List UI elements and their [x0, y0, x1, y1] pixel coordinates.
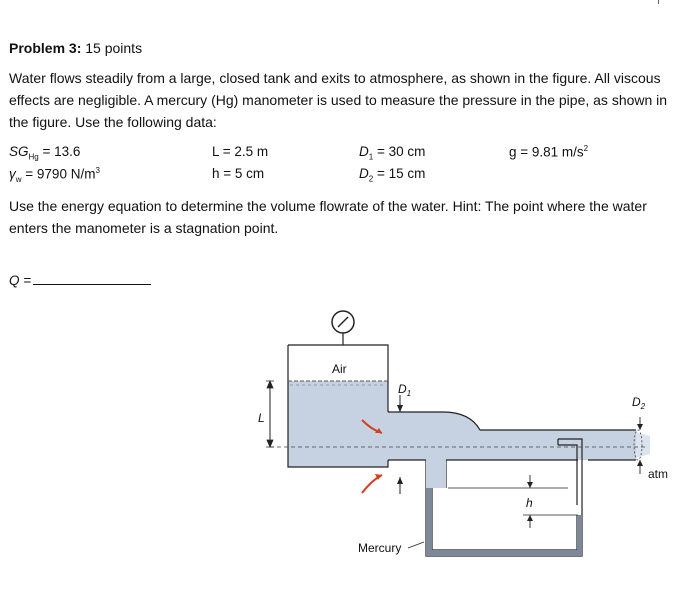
L-label: L — [258, 411, 265, 425]
L-arrow-bottom — [266, 440, 274, 447]
h-arrowhead-top — [527, 482, 533, 488]
page-edge-mark — [658, 0, 659, 4]
problem-instructions: Use the energy equation to determine the volume flowrate of the water. Hint: The point where the water enters the manometer is a stagnation point. — [9, 198, 647, 236]
pipe-water — [388, 412, 588, 460]
L-arrow-top — [266, 381, 274, 388]
problem-statement: Water flows steadily from a large, closed tank and exits to atmosphere, as shown in the figure. All viscous effects are negligible. A mercury (Hg) manometer is used to measure the pressure in the pipe, as shown in the figure. Use the following data: — [9, 70, 668, 130]
answer-label: Q = — [9, 273, 32, 288]
data-h: h = 5 cm — [212, 166, 265, 181]
D1-arrowhead-top — [397, 405, 403, 412]
h-label: h — [526, 496, 533, 510]
manometer-outer-wall — [426, 460, 582, 556]
h-arrowhead-bottom — [527, 515, 533, 521]
exit-jet — [636, 432, 650, 458]
data-sg: $SG_{Hg} = 13.6$ — [9, 144, 81, 162]
mercury-label: Mercury — [358, 541, 402, 555]
problem-title — [9, 40, 142, 56]
D1-label: $D_1$ — [398, 382, 412, 398]
data-d1: $D_1 = 30$ cm — [359, 144, 426, 162]
air-label: Air — [332, 362, 347, 376]
problem-heading: Problem 3: — [9, 40, 82, 56]
data-d2: $D_2 = 15$ cm — [359, 166, 426, 184]
D1-arrowhead-bottom — [397, 477, 403, 484]
tank-water — [288, 381, 388, 467]
manometer-water-left — [426, 460, 446, 488]
data-gravity: g = 9.81 $m/s^2$ — [509, 144, 589, 160]
D2-arrowhead-top — [637, 424, 643, 430]
D2-arrowhead-bottom — [637, 460, 643, 466]
tank-pipe-manometer-figure — [248, 300, 673, 570]
problem-points: 15 points — [85, 40, 143, 56]
manometer-inner-wall — [432, 460, 577, 550]
mercury-right-leg — [577, 515, 582, 556]
data-length: L = 2.5 m — [212, 144, 269, 159]
mercury-column — [426, 488, 582, 556]
D2-label: $D_2$ — [632, 395, 646, 411]
mercury-left-leg — [426, 488, 432, 556]
answer-blank[interactable] — [33, 272, 151, 285]
answer-line — [9, 272, 151, 288]
pipe-exit-water — [588, 430, 636, 460]
data-specific-weight: $\gamma_w = 9790$ $N/m^3$ — [9, 166, 100, 185]
atm-label: atm — [648, 467, 669, 481]
mercury-leader — [408, 542, 424, 548]
